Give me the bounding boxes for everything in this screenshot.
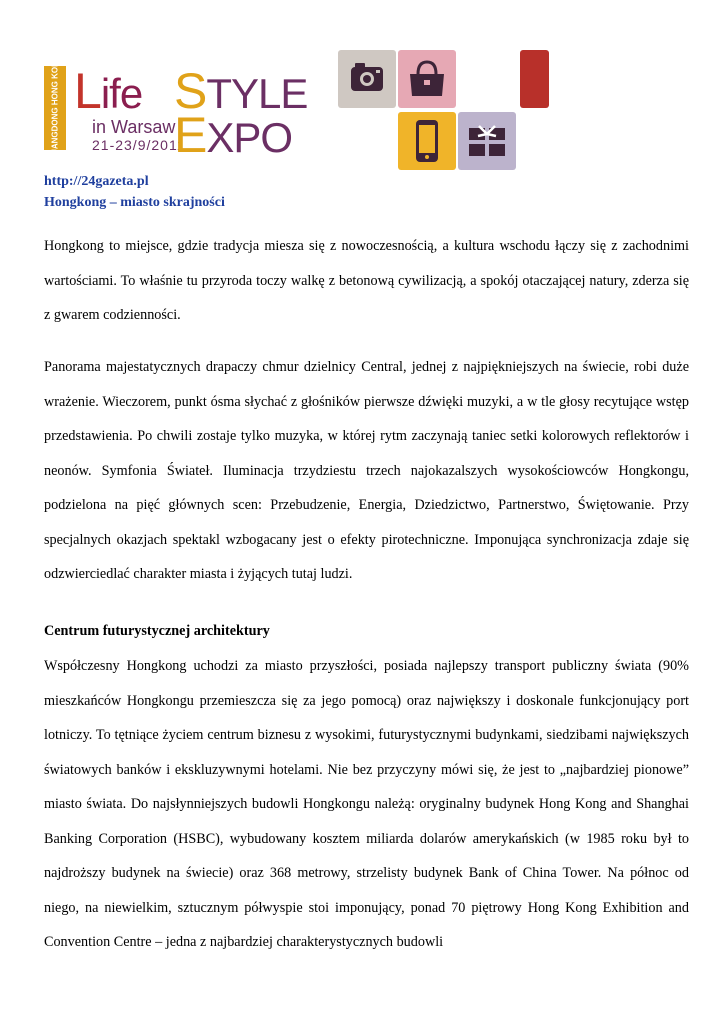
logo-expo-rest: XPO xyxy=(206,114,293,161)
logo-expo-initial: E xyxy=(174,107,207,163)
smartphone-icon xyxy=(398,112,456,170)
gift-icon xyxy=(458,112,516,170)
logo-life-rest: ife xyxy=(100,70,143,117)
handbag-icon xyxy=(398,50,456,108)
camera-tile xyxy=(338,50,396,108)
logo-side-strip xyxy=(44,54,66,162)
logo-strip-text: GUANGDONG HONG KONG xyxy=(50,54,60,162)
paragraph-intro: Hongkong to miejsce, gdzie tradycja miesza się z nowoczesnością, a kultura wschodu łączy się z zachodnimi wartościami. To właśnie tu przyroda toczy walkę z betonową cywilizacją, a spokój otaczającej natury, zderza się z gwarem codzienności. xyxy=(44,238,689,323)
gift-tile xyxy=(458,112,516,170)
logo-in-warsaw: in Warsaw xyxy=(92,117,176,137)
lifestyle-expo-logo xyxy=(44,54,324,163)
section-heading: Centrum futurystycznej architektury xyxy=(44,623,270,639)
logo-style-initial: S xyxy=(174,63,207,119)
logo-dates: 21-23/9/2011 xyxy=(92,137,186,153)
camera-icon xyxy=(338,50,396,108)
logo-expo xyxy=(174,107,293,163)
article-title: Hongkong – miasto skrajności xyxy=(44,195,225,210)
logo-life-initial: L xyxy=(74,63,101,119)
article-header xyxy=(44,171,225,213)
red-accent-tile xyxy=(520,50,549,108)
logo-style-rest: TYLE xyxy=(206,70,308,117)
paragraph-architecture: Współczesny Hongkong uchodzi za miasto przyszłości, posiada najlepszy transport publiczny świata (90% mieszkańców Hongkongu przemieszcza się za jego pomocą) oraz największy i doskonale funkcjonujący port lotniczy. To tętniące życiem centrum biznesu z wysokimi, futurystycznymi budynkami, siedzibami największych światowych banków i ekskluzywnymi hotelami. Nie bez przyczyny mówi się, że jest to „najbardziej pionowe” miasto świata. Do najsłynniejszych budowli Hongkongu należą: oryginalny budynek Hong Kong and Shanghai Banking Corporation (HSBC), wybudowany kosztem miliarda dolarów amerykańskich (w 1985 roku był to najdroższy budynek na świecie) oraz 368 metrowy, strzelisty budynek Bank of China Tower. Na północ od niego, na niewielkim, sztucznym półwyspie stoi imponujący, ponad 70 piętrowy Hong Kong Exhibition and Convention Centre – jedna z najbardziej charakterystycznych budowli xyxy=(44,658,689,950)
source-link[interactable]: http://24gazeta.pl xyxy=(44,174,149,189)
handbag-tile xyxy=(398,50,456,108)
paragraph-panorama: Panorama majestatycznych drapaczy chmur dzielnicy Central, jednej z najpiękniejszych na świecie, robi duże wrażenie. Wieczorem, punkt ósma słychać z głośników pierwsze dźwięki muzyki, a w tle głosy recytujące wstęp przedstawienia. Po chwili zostaje tylko muzyka, w której rytm zaczynają taniec setki kolorowych reflektorów i neonów. Symfonia Świateł. Iluminacja trzydziestu trzech najokazalszych wysokościowców Hongkongu, podzielona na pięć głównych scen: Przebudzenie, Energia, Dziedzictwo, Partnerstwo, Świętowanie. Przy specjalnych okazjach spektakl wzbogacany jest o efekty pirotechniczne. Imponująca synchronizacja zdaje się odzwierciedlać charakter miasta i żyjących tutaj ludzi. xyxy=(44,359,689,582)
smartphone-tile xyxy=(398,112,456,170)
logo-life xyxy=(74,63,143,119)
